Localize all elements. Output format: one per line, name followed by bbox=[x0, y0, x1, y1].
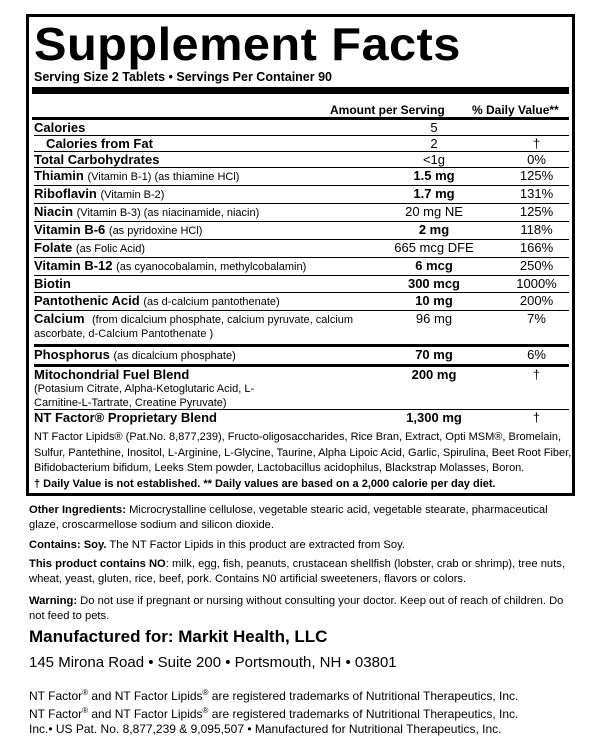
tm-rest: are registered trademarks of Nutritional Therapeutics, Inc. bbox=[211, 689, 519, 703]
tm-reg: ® bbox=[202, 706, 209, 715]
col-dv-header: % Daily Value** bbox=[472, 103, 559, 117]
other-ingredients-text: Microcrystalline cellulose, vegetable stearic acid, vegetable stearate, pharmaceutical glaze, croscarmellose sodium and silicon dioxide. bbox=[29, 504, 548, 531]
nutrient-name-text: Phosphorus bbox=[34, 347, 110, 362]
serving-line: Serving Size 2 Tablets • Servings Per Container 90 bbox=[34, 70, 333, 84]
nutrient-name-text: Vitamin B-6 bbox=[34, 222, 106, 237]
tm-nt-factor: NT Factor bbox=[29, 689, 83, 703]
nutrient-amount: <1g bbox=[422, 152, 446, 167]
nutrient-row bbox=[34, 120, 569, 136]
nutrient-row bbox=[34, 240, 569, 258]
nutrient-name bbox=[34, 276, 71, 291]
nutrient-row bbox=[34, 367, 569, 410]
nutrient-amount: 665 mcg DFE bbox=[394, 240, 474, 255]
nutrient-amount: 96 mg bbox=[415, 311, 453, 326]
nutrient-dv: 6% bbox=[527, 347, 546, 362]
nutrient-name bbox=[34, 152, 159, 167]
contains-soy bbox=[29, 538, 579, 553]
nutrient-desc: (Potasium Citrate, Alpha-Ketoglutaric Acid, L-Carnitine-L-Tartrate, Creatine Pyruvate) bbox=[34, 383, 255, 409]
nutrient-rows bbox=[34, 120, 572, 558]
nutrient-name bbox=[34, 120, 85, 135]
warning-label: Warning: bbox=[29, 595, 78, 607]
other-ingredients bbox=[29, 503, 579, 533]
nutrient-name bbox=[34, 204, 259, 219]
nutrient-dv: 1000% bbox=[516, 276, 557, 291]
nutrient-name bbox=[34, 410, 217, 425]
nutrient-amount: 2 mg bbox=[418, 222, 450, 237]
product-label: This product contains NO bbox=[29, 558, 166, 570]
nutrient-name-text: Biotin bbox=[34, 276, 71, 291]
nutrient-name-text: Riboflavin bbox=[34, 186, 97, 201]
nutrient-name-text: Thiamin bbox=[34, 168, 84, 183]
nutrient-desc: (Vitamin B-2) bbox=[100, 189, 165, 201]
nutrient-name-text: Vitamin B-12 bbox=[34, 258, 113, 273]
nutrient-name-text: Calcium bbox=[34, 311, 85, 326]
nutrient-desc: (Vitamin B-1) (as thiamine HCl) bbox=[87, 171, 240, 183]
manufacturer-line: Manufactured for: Markit Health, LLC bbox=[29, 627, 328, 646]
nutrient-dv: 131% bbox=[519, 186, 554, 201]
tm-reg: ® bbox=[82, 688, 89, 697]
product-text: : milk, egg, fish, peanuts, crustacean shellfish (lobster, crab or shrimp), tree nuts, wheat, yeast, gluten, rice, beef, pork. Contains N0 artificial sweeteners, flavors or colors. bbox=[29, 558, 565, 585]
nutrient-row bbox=[34, 293, 569, 311]
nutrient-name bbox=[34, 293, 280, 308]
tm-nt-factor: NT Factor bbox=[29, 707, 83, 721]
nutrient-row bbox=[34, 186, 569, 204]
nutrient-amount: 1,300 mg bbox=[406, 410, 462, 425]
nutrient-desc: (Vitamin B-3) (as niacinamide, niacin) bbox=[76, 207, 260, 219]
nutrient-row bbox=[34, 168, 569, 186]
warning-text: Do not use if pregnant or nursing without consulting your doctor. Keep out of reach of children. Do not feed to pets. bbox=[29, 595, 564, 622]
nutrient-desc: (as cyanocobalamin, methylcobalamin) bbox=[116, 261, 307, 273]
nutrient-desc: (from dicalcium phosphate, calcium pyruvate, calcium ascorbate, d-Calcium Pantothenate ) bbox=[34, 314, 354, 340]
nutrient-desc: (as Folic Acid) bbox=[75, 243, 145, 255]
nutrient-name bbox=[34, 347, 236, 362]
tm-and: and NT Factor Lipids bbox=[91, 689, 203, 703]
nutrient-name-text: Total Carbohydrates bbox=[34, 152, 160, 167]
nutrient-row bbox=[34, 347, 569, 367]
tm-reg: ® bbox=[202, 688, 209, 697]
nutrient-name-text: Mitochondrial Fuel Blend bbox=[34, 367, 190, 382]
tm-and: and NT Factor Lipids bbox=[91, 707, 203, 721]
nutrient-dv: 125% bbox=[519, 204, 554, 219]
nutrient-name bbox=[34, 367, 189, 382]
trademark-line bbox=[29, 688, 518, 703]
nutrient-name-text: NT Factor® Proprietary Blend bbox=[34, 410, 217, 425]
allergen-statement bbox=[29, 557, 579, 587]
nutrient-row bbox=[34, 222, 569, 240]
nutrient-name-text: Calories bbox=[34, 120, 86, 135]
tm-reg: ® bbox=[82, 706, 89, 715]
nt-factor-ingredients: NT Factor Lipids® (Pat.No. 8,877,239), Fructo-oligosaccharides, Rice Bran, Extract, Opti MSM®, Bromelain, Sulfur, Pantethine, Inositol, L-Arginine, L-Glycine, Taurine, Alpha Lipoic Acid, Garlic, Spirulina, Beet Root Fiber, Bifidobacterium bifidum, Leeks Stem powder, Lactobacillus acidophilus, Blackstrap Molasses, Boron. bbox=[34, 431, 572, 474]
nutrient-amount: 200 mg bbox=[411, 367, 457, 382]
nutrient-dv: 0% bbox=[527, 152, 546, 167]
contains-label: Contains: Soy. bbox=[29, 539, 107, 551]
nutrient-amount: 10 mg bbox=[415, 293, 453, 308]
nutrient-amount: 20 mg NE bbox=[405, 204, 463, 219]
nutrient-row bbox=[34, 136, 569, 152]
nutrient-name-text: Calories from Fat bbox=[46, 136, 153, 151]
nutrient-dv: 250% bbox=[519, 258, 554, 273]
nutrient-dv: † bbox=[532, 410, 541, 425]
nutrient-name bbox=[34, 240, 145, 255]
nutrient-name bbox=[34, 186, 164, 201]
trademark-line-2 bbox=[29, 706, 518, 721]
nutrient-amount: 2 bbox=[430, 136, 438, 151]
nutrient-name-text: Folate bbox=[34, 240, 73, 255]
footnote: † Daily Value is not established. ** Daily values are based on a 2,000 calorie per day diet. bbox=[34, 478, 496, 490]
nutrient-dv: 166% bbox=[519, 240, 554, 255]
nutrient-row bbox=[34, 258, 569, 276]
warning-statement bbox=[29, 594, 579, 624]
nutrient-amount: 300 mcg bbox=[407, 276, 461, 291]
nutrient-name-text: Niacin bbox=[34, 204, 74, 219]
nutrient-amount: 1.5 mg bbox=[413, 168, 455, 183]
col-amount-header: Amount per Serving bbox=[330, 103, 445, 117]
nutrient-name-text: Pantothenic Acid bbox=[34, 293, 140, 308]
nutrient-amount: 70 mg bbox=[415, 347, 453, 362]
nutrient-dv: 200% bbox=[519, 293, 554, 308]
nutrient-desc: (as d-calcium pantothenate) bbox=[143, 296, 280, 308]
manufacturer-address: 145 Mirona Road • Suite 200 • Portsmouth, NH • 03801 bbox=[29, 654, 397, 671]
nutrient-name bbox=[34, 222, 202, 237]
thick-divider bbox=[32, 87, 569, 94]
nutrient-name bbox=[34, 168, 239, 183]
patent-line: Inc.• US Pat. No. 8,877,239 & 9,095,507 • Manufactured for Nutritional Therapeutics, Inc. bbox=[29, 722, 502, 736]
nutrient-name bbox=[34, 258, 306, 273]
panel-title: Supplement Facts bbox=[34, 18, 461, 70]
nutrient-dv: 7% bbox=[527, 311, 546, 326]
nutrient-row bbox=[34, 152, 569, 168]
other-ingredients-label: Other Ingredients: bbox=[29, 504, 126, 516]
nutrient-row bbox=[34, 276, 569, 293]
nutrient-dv: 125% bbox=[519, 168, 554, 183]
supplement-facts-panel bbox=[26, 14, 575, 496]
nutrient-amount: 1.7 mg bbox=[413, 186, 455, 201]
contains-text: The NT Factor Lipids in this product are extracted from Soy. bbox=[109, 539, 405, 551]
nutrient-dv: † bbox=[532, 136, 541, 151]
tm-rest: are registered trademarks of Nutritional Therapeutics, Inc. bbox=[211, 707, 519, 721]
nutrient-desc: (as dicalcium phosphate) bbox=[113, 350, 236, 362]
nutrient-desc: (as pyridoxine HCl) bbox=[108, 225, 203, 237]
nutrient-dv: † bbox=[532, 367, 541, 382]
nutrient-name bbox=[46, 136, 153, 151]
nutrient-row bbox=[34, 204, 569, 222]
nutrient-dv: 118% bbox=[520, 222, 553, 237]
nutrient-row bbox=[34, 311, 569, 347]
nutrient-amount: 5 bbox=[430, 120, 438, 135]
nutrient-amount: 6 mcg bbox=[415, 258, 453, 273]
